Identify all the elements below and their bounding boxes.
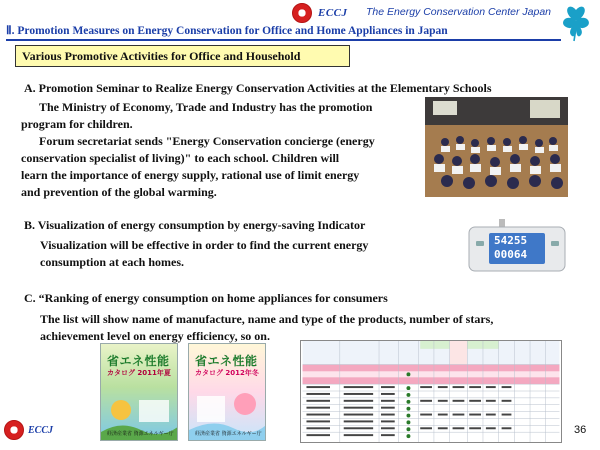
- booklet-title: 省エネ性能: [195, 354, 258, 368]
- section-a-line: and prevention of the global warming.: [21, 185, 217, 199]
- header-logo-text: ECCJ: [318, 7, 348, 19]
- section-b-line: Visualization will be effective in order to find the current energy: [40, 238, 369, 252]
- section-banner: Various Promotive Activities for Office and Household: [15, 45, 350, 67]
- energy-ranking-table-image: [300, 340, 562, 443]
- catalog-booklet: [100, 343, 178, 441]
- section-b-heading: B. Visualization of energy consumption by energy-saving Indicator: [24, 218, 366, 232]
- title-divider: [6, 39, 561, 41]
- booklet-footer: 経済産業省 資源エネルギー庁: [195, 431, 262, 437]
- device-reading-top: 54255: [494, 234, 528, 247]
- footer-logo: [4, 420, 53, 440]
- booklet-title: 省エネ性能: [107, 354, 170, 368]
- page-number: 36: [574, 424, 587, 436]
- section-a-line: learn the importance of energy supply, rational use of limit energy: [21, 168, 360, 182]
- section-a-heading: A. Promotion Seminar to Realize Energy Conservation Activities at the Elementary Schools: [24, 81, 492, 95]
- catalog-booklet: [188, 343, 266, 441]
- section-a-line: program for children.: [21, 117, 133, 131]
- clover-logo-icon: [559, 2, 593, 42]
- device-reading-bottom: 00064: [494, 248, 528, 261]
- organization-name: The Energy Conservation Center Japan: [366, 6, 552, 18]
- section-a-line: conservation specialist of living)" to each school. Children will: [21, 151, 340, 165]
- section-a-line: Forum secretariat sends "Energy Conservation concierge (energy: [39, 134, 375, 148]
- section-b-body: [40, 237, 440, 271]
- energy-indicator-device: [467, 219, 567, 274]
- booklet-footer: 経済産業省 資源エネルギー庁: [107, 431, 174, 437]
- header-logo: [292, 3, 348, 23]
- school-seminar-photo: [425, 97, 568, 197]
- slide-title: Ⅱ. Promotion Measures on Energy Conservation for Office and Home Appliances in Japan: [6, 25, 448, 37]
- section-c-line: achievement level on energy efficiency, so on.: [40, 329, 270, 343]
- footer-logo-text: ECCJ: [28, 424, 54, 436]
- booklet-subtitle: カタログ 2011年夏: [107, 369, 171, 377]
- eccj-logo-icon: [292, 3, 312, 23]
- section-c-heading: C. “Ranking of energy consumption on home appliances for consumers: [24, 291, 388, 305]
- section-a-line: The Ministry of Economy, Trade and Industry has the promotion: [39, 100, 373, 114]
- section-c-line: The list will show name of manufacture, name and type of the products, number of stars,: [40, 312, 494, 326]
- booklet-subtitle: カタログ 2012年冬: [195, 369, 259, 377]
- section-a-body: [21, 99, 421, 201]
- eccj-logo-icon: [4, 420, 24, 440]
- section-b-line: consumption at each homes.: [40, 255, 185, 269]
